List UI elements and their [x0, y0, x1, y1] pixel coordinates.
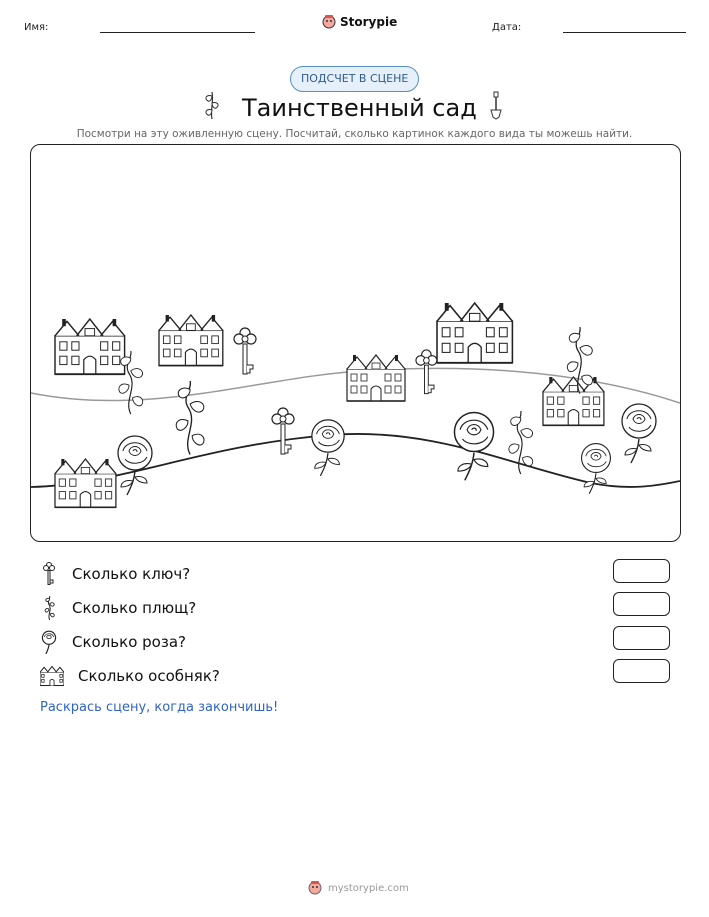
garden-scene	[31, 145, 680, 541]
ivy-icon	[40, 596, 58, 620]
page-title: Таинственный сад	[242, 94, 477, 122]
storypie-mascot-icon	[308, 880, 322, 896]
question-row-mansion	[40, 664, 670, 688]
category-badge: ПОДСЧЕТ В СЦЕНЕ	[290, 66, 419, 92]
coloring-instruction: Раскрась сцену, когда закончишь!	[40, 700, 279, 715]
name-field[interactable]	[100, 32, 255, 33]
rose-icon	[40, 630, 58, 654]
site-footer	[308, 880, 409, 896]
site-url[interactable]: mystorypie.com	[328, 882, 409, 894]
ivy-icon	[200, 90, 224, 120]
question-row-rose	[40, 630, 670, 654]
storypie-mascot-icon	[322, 14, 336, 30]
mansion-icon	[40, 665, 64, 687]
answer-box-rose[interactable]	[613, 626, 670, 650]
question-row-key	[40, 562, 670, 586]
question-text: Сколько роза?	[72, 633, 186, 651]
answer-box-mansion[interactable]	[613, 659, 670, 683]
name-label: Имя:	[24, 22, 49, 33]
shovel-icon	[488, 90, 504, 120]
question-text: Сколько особняк?	[78, 667, 220, 685]
question-text: Сколько плющ?	[72, 599, 197, 617]
questions-list	[40, 562, 670, 688]
question-text: Сколько ключ?	[72, 565, 191, 583]
scene-frame	[30, 144, 681, 542]
date-field[interactable]	[563, 32, 686, 33]
brand-name: Storypie	[340, 15, 398, 29]
date-label: Дата:	[492, 22, 522, 33]
key-icon	[40, 562, 58, 586]
brand-logo	[322, 14, 397, 30]
instructions: Посмотри на эту оживленную сцену. Посчитай, сколько картинок каждого вида ты можешь найти.	[76, 128, 633, 140]
answer-box-ivy[interactable]	[613, 592, 670, 616]
answer-box-key[interactable]	[613, 559, 670, 583]
question-row-ivy	[40, 596, 670, 620]
